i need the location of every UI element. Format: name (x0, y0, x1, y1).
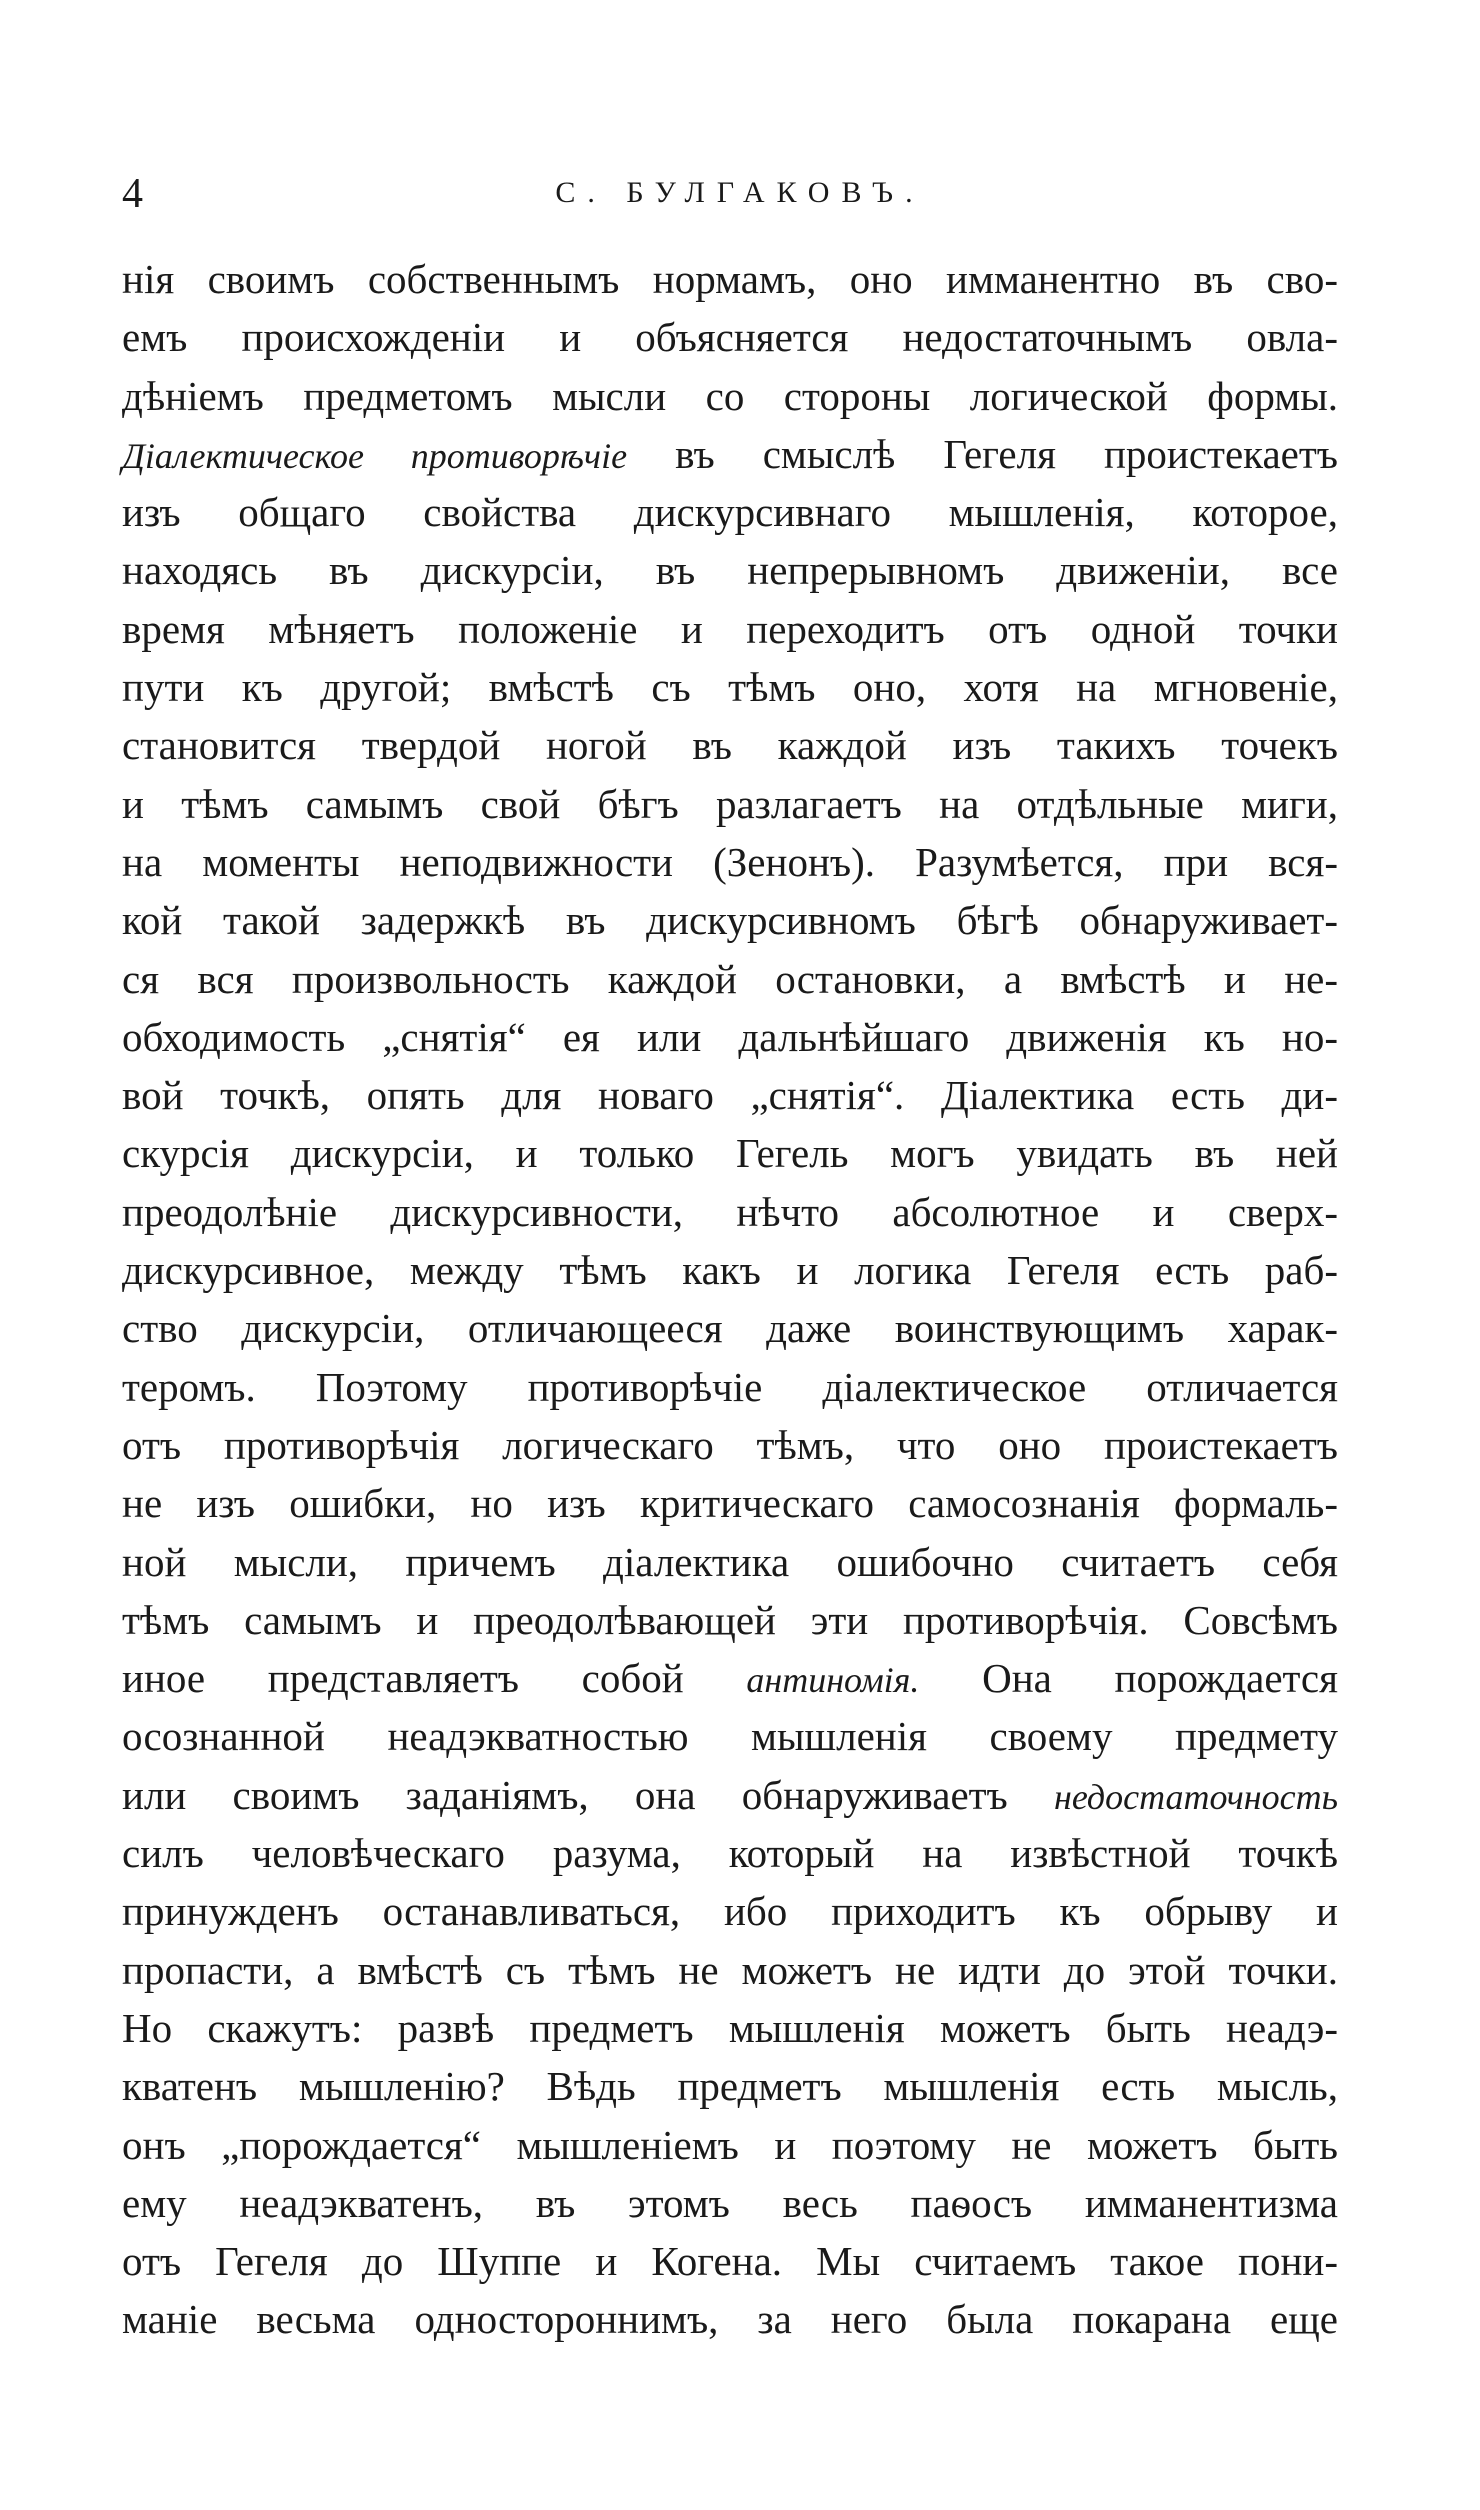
text-line (122, 1533, 1338, 1591)
text-line (122, 1066, 1338, 1124)
text-segment: кой такой задержкѣ въ дискурсивномъ бѣгѣ обнаруживает- (122, 897, 1338, 944)
text-line (122, 541, 1338, 599)
text-line (122, 716, 1338, 774)
text-segment: обходимость „снятія“ ея или дальнѣйшаго движенія къ но- (122, 1013, 1338, 1060)
text-segment: онъ „порождается“ мышленіемъ и поэтому не можетъ быть (122, 2121, 1338, 2168)
text-line (122, 1591, 1338, 1649)
text-line (122, 1649, 1338, 1707)
text-line (122, 1941, 1338, 1999)
text-segment: изъ общаго свойства дискурсивнаго мышленія, которое, (122, 489, 1338, 536)
text-segment: ся вся произвольность каждой остановки, а вмѣстѣ и не- (122, 955, 1338, 1002)
text-line (122, 1183, 1338, 1241)
text-segment: вой точкѣ, опять для новаго „снятія“. Діалектика есть ди- (122, 1072, 1338, 1119)
text-line (122, 1766, 1338, 1824)
text-line (122, 600, 1338, 658)
text-line (122, 1416, 1338, 1474)
text-line (122, 775, 1338, 833)
text-segment: дискурсивное, между тѣмъ какъ и логика Гегеля есть раб- (122, 1247, 1338, 1294)
text-line (122, 950, 1338, 1008)
text-segment: пути къ другой; вмѣстѣ съ тѣмъ оно, хотя на мгновеніе, (122, 664, 1338, 711)
text-line (122, 1474, 1338, 1532)
text-line (122, 2116, 1338, 2174)
text-line (122, 2232, 1338, 2290)
text-segment: становится твердой ногой въ каждой изъ такихъ точекъ (122, 722, 1338, 769)
text-segment: кватенъ мышленію? Вѣдь предметъ мышленія есть мысль, (122, 2063, 1338, 2110)
text-line (122, 2174, 1338, 2232)
text-line (122, 1882, 1338, 1940)
text-segment: нія своимъ собственнымъ нормамъ, оно имманентно въ сво- (122, 256, 1338, 302)
text-line (122, 1358, 1338, 1416)
text-segment: ему неадэкватенъ, въ этомъ весь паѳосъ имманентизма (122, 2179, 1338, 2226)
text-segment: и тѣмъ самымъ свой бѣгъ разлагаетъ на отдѣльные миги, (122, 780, 1338, 827)
text-segment: маніе весьма одностороннимъ, за него была покарана еще (122, 2296, 1338, 2343)
emphasized-term: недостаточность (1053, 1776, 1338, 1817)
text-segment: тѣмъ самымъ и преодолѣвающей эти противорѣчія. Совсѣмъ (122, 1596, 1338, 1643)
body-text (122, 250, 1338, 2349)
text-segment: находясь въ дискурсіи, въ непрерывномъ движеніи, все (122, 547, 1338, 594)
text-segment: время мѣняетъ положеніе и переходитъ отъ одной точки (122, 605, 1338, 652)
text-line (122, 1824, 1338, 1882)
emphasized-term: антиномія. (746, 1660, 920, 1701)
running-head: С. БУЛГАКОВЪ. (555, 176, 925, 209)
text-segment: преодолѣніе дискурсивности, нѣчто абсолютное и сверх- (122, 1188, 1338, 1235)
text-segment: или своимъ заданіямъ, она обнаруживаетъ (122, 1771, 1054, 1818)
text-line (122, 833, 1338, 891)
text-line (122, 308, 1338, 366)
emphasized-term: Діалектическое противорѣчіе (122, 435, 628, 476)
text-line (122, 250, 1338, 308)
text-segment: на моменты неподвижности (Зенонъ). Разумѣется, при вся- (122, 838, 1338, 885)
text-segment: ной мысли, причемъ діалектика ошибочно считаетъ себя (122, 1538, 1338, 1585)
text-line (122, 1707, 1338, 1765)
text-line (122, 2290, 1338, 2348)
text-segment: ство дискурсіи, отличающееся даже воинствующимъ харак- (122, 1305, 1338, 1352)
text-line (122, 891, 1338, 949)
text-line (122, 1124, 1338, 1182)
text-line (122, 1999, 1338, 2057)
text-line (122, 483, 1338, 541)
text-segment: отъ противорѣчія логическаго тѣмъ, что оно проистекаетъ (122, 1421, 1338, 1468)
text-segment: принужденъ останавливаться, ибо приходитъ къ обрыву и (122, 1888, 1338, 1935)
text-segment: скурсія дискурсіи, и только Гегель могъ увидать въ ней (122, 1130, 1338, 1177)
text-segment: емъ происхожденіи и объясняется недостаточнымъ овла- (122, 314, 1338, 361)
text-segment: пропасти, а вмѣстѣ съ тѣмъ не можетъ не идти до этой точки. (122, 1946, 1338, 1993)
text-segment: Но скажутъ: развѣ предметъ мышленія можетъ быть неадэ- (122, 2004, 1338, 2051)
text-line (122, 658, 1338, 716)
text-line (122, 1241, 1338, 1299)
text-line (122, 1299, 1338, 1357)
text-segment: Она порождается (919, 1655, 1338, 1702)
text-segment: иное представляетъ собой (122, 1655, 747, 1702)
text-line (122, 1008, 1338, 1066)
text-segment: дѣніемъ предметомъ мысли со стороны логической формы. (122, 372, 1338, 419)
text-segment: теромъ. Поэтому противорѣчіе діалектическое отличается (122, 1363, 1338, 1410)
text-line (122, 2057, 1338, 2115)
text-segment: въ смыслѣ Гегеля проистекаетъ (627, 430, 1338, 477)
text-segment: отъ Гегеля до Шуппе и Когена. Мы считаемъ такое пони- (122, 2238, 1338, 2285)
page-number: 4 (122, 171, 143, 217)
text-segment: не изъ ошибки, но изъ критическаго самосознанія формаль- (122, 1480, 1338, 1527)
text-segment: силъ человѣческаго разума, который на извѣстной точкѣ (122, 1830, 1338, 1877)
text-line (122, 367, 1338, 425)
text-line (122, 425, 1338, 483)
text-segment: осознанной неадэкватностью мышленія своему предмету (122, 1713, 1338, 1760)
